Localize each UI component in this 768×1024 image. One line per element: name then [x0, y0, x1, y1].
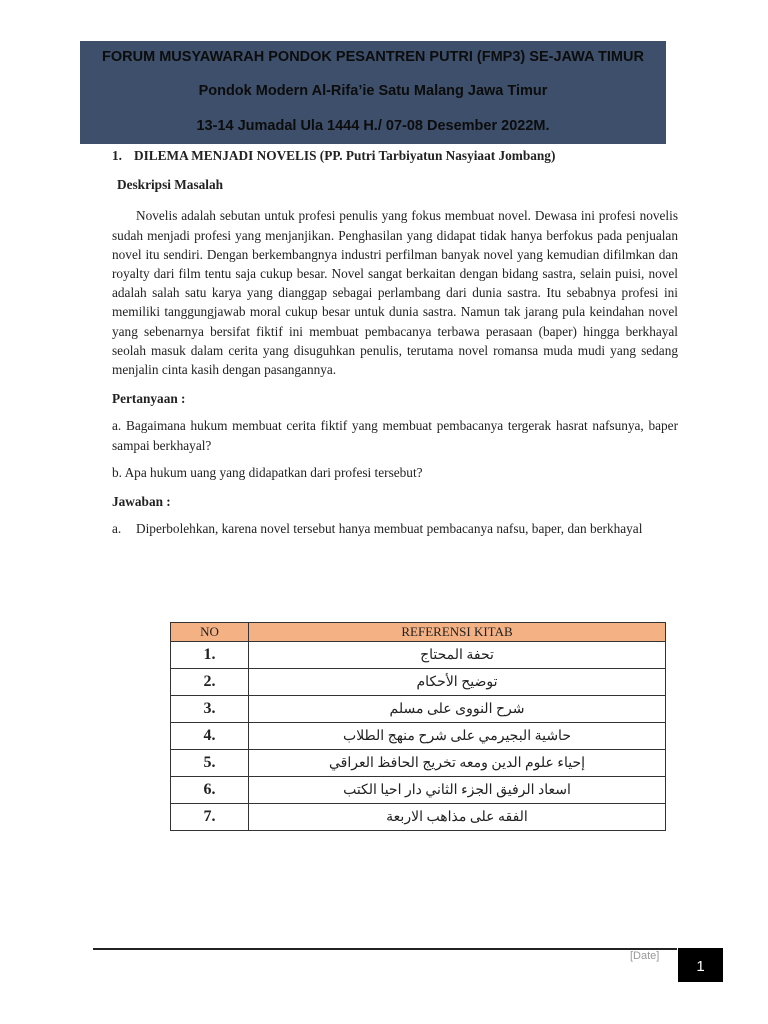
header-host: Pondok Modern Al-Rifa’ie Satu Malang Jawa Timur — [198, 83, 548, 99]
jawaban-a — [112, 519, 678, 538]
table-row — [171, 642, 666, 669]
row-kitab: اسعاد الرفيق الجزء الثاني دار احيا الكتب — [249, 777, 666, 804]
section-heading — [112, 146, 678, 165]
header-date: 13-14 Jumadal Ula 1444 H./ 07-08 Desember 2022M. — [196, 118, 550, 134]
row-kitab: حاشية البجيرمي على شرح منهج الطلاب — [249, 723, 666, 750]
row-no: 7. — [171, 804, 249, 831]
row-no: 5. — [171, 750, 249, 777]
row-kitab: تحفة المحتاج — [249, 642, 666, 669]
table-row — [171, 804, 666, 831]
footer-date: [Date] — [630, 950, 660, 962]
table-row — [171, 669, 666, 696]
row-no: 6. — [171, 777, 249, 804]
row-no: 3. — [171, 696, 249, 723]
row-kitab: إحياء علوم الدين ومعه تخريج الحافظ العراقي — [249, 750, 666, 777]
section-number: 1. — [112, 148, 122, 163]
pertanyaan-label: Pertanyaan : — [112, 391, 186, 407]
row-no: 1. — [171, 642, 249, 669]
document-body — [112, 146, 678, 538]
row-no: 2. — [171, 669, 249, 696]
row-no: 4. — [171, 723, 249, 750]
deskripsi-label: Deskripsi Masalah — [117, 177, 224, 193]
table-row — [171, 750, 666, 777]
col-kitab-header: REFERENSI KITAB — [249, 623, 666, 642]
table-row — [171, 723, 666, 750]
deskripsi-text: Novelis adalah sebutan untuk profesi penulis yang fokus membuat novel. Dewasa ini profesi novelis sudah menjadi profesi yang menjanjikan. Penghasilan yang didapat tidak hanya berfokus pada penjualan novel itu sendiri. Dengan berkembangnya industri perfilman banyak novel yang kemudian difilmkan dan royalty dari film tentu saja cukup besar. Novel sangat berkaitan dengan bidang sastra, selain puisi, novel adalah salah satu karya yang dianggap sebagai perlambang dari dunia sastra. Itu sebabnya profesi ini memiliki tanggungjawab moral cukup besar untuk dunia sastra. Namun tak jarang pula keindahan novel yang sebenarnya bersifat fiktif ini membuat pembacanya terbawa perasaan (baper) hingga berkhayal seolah masuk dalam cerita yang disuguhkan penulis, terutama novel romansa muda mudi yang sedang menjalin cinta kasih dengan pasangannya. — [112, 208, 678, 378]
header-forum-title: FORUM MUSYAWARAH PONDOK PESANTREN PUTRI (FMP3) SE-JAWA TIMUR — [102, 49, 644, 65]
row-kitab: الفقه على مذاهب الاربعة — [249, 804, 666, 831]
section-title: DILEMA MENJADI NOVELIS (PP. Putri Tarbiyatun Nasyiaat Jombang) — [134, 148, 556, 163]
referensi-table — [170, 622, 666, 831]
page-number: 1 — [678, 948, 723, 982]
jawaban-label: Jawaban : — [112, 494, 171, 510]
pertanyaan-b: b. Apa hukum uang yang didapatkan dari profesi tersebut? — [112, 464, 423, 480]
table-header-row — [171, 623, 666, 642]
pertanyaan-a: a. Bagaimana hukum membuat cerita fiktif yang membuat pembacanya tergerak hasrat nafsunya, baper sampai berkhayal? — [112, 418, 678, 453]
row-kitab: توضيح الأحكام — [249, 669, 666, 696]
table-row — [171, 777, 666, 804]
jawaban-a-marker: a. — [112, 521, 122, 537]
row-kitab: شرح النووى على مسلم — [249, 696, 666, 723]
jawaban-a-text: Diperbolehkan, karena novel tersebut hanya membuat pembacanya nafsu, baper, dan berkhayal — [136, 521, 643, 537]
footer-divider — [93, 948, 677, 950]
document-header — [80, 41, 666, 144]
col-no-header: NO — [171, 623, 249, 642]
table-row — [171, 696, 666, 723]
